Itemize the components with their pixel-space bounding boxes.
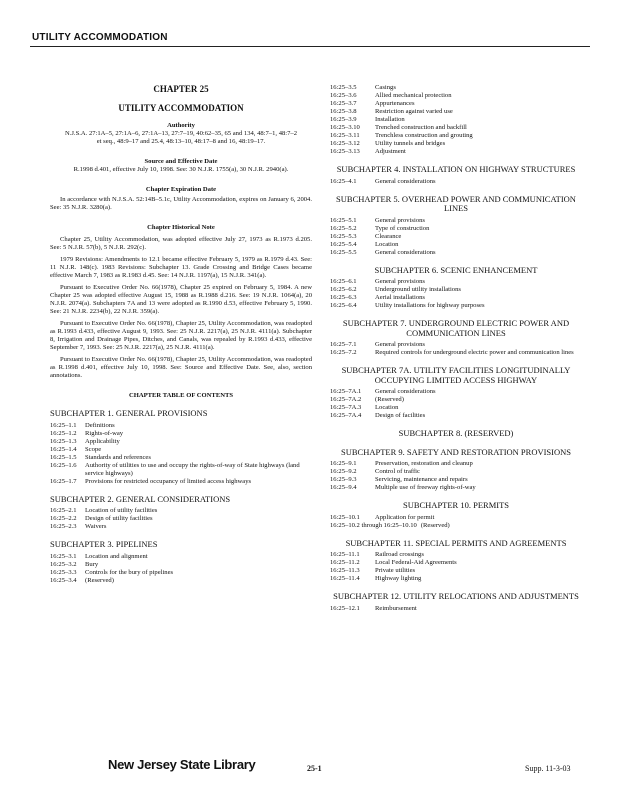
section-title: Location xyxy=(375,404,399,411)
toc-entry xyxy=(50,438,312,446)
section-number: 16:25–10.1 xyxy=(330,513,360,521)
subchapter-heading: SUBCHAPTER 1. GENERAL PROVISIONS xyxy=(50,408,208,418)
section-title: (Reserved) xyxy=(375,396,404,403)
toc-entry xyxy=(50,553,312,561)
toc-entry xyxy=(330,241,582,249)
section-number: 16:25–12.1 xyxy=(330,604,360,612)
section-number: 16:25–9.2 xyxy=(330,468,357,475)
section-number: 16:25–4.1 xyxy=(330,177,357,185)
section-title: Appurtenances xyxy=(375,100,415,107)
history-paragraph: Chapter 25, Utility Accommodation, was adopted effective July 27, 1973 as R.1973 d.205. See: 5 N.J.R. 57(b), 5 N.J.R. 292(c). xyxy=(50,236,312,251)
subchapter-heading: SUBCHAPTER 6. SCENIC ENHANCEMENT xyxy=(374,264,538,275)
section-title: Allied mechanical protection xyxy=(375,92,452,99)
toc-entry xyxy=(330,388,582,396)
authority-heading: Authority xyxy=(167,122,195,129)
subchapter-heading: SUBCHAPTER 3. PIPELINES xyxy=(50,539,158,549)
section-number: 16:25–1.5 xyxy=(50,453,77,461)
section-title: (Reserved) xyxy=(420,521,450,529)
section-title: Trenched construction and backfill xyxy=(375,124,467,131)
left-column xyxy=(50,84,312,585)
section-number: 16:25–5.2 xyxy=(330,224,357,232)
section-title: Location of utility facilities xyxy=(85,507,158,514)
section-number: 16:25–3.3 xyxy=(50,568,77,576)
section-title: Applicability xyxy=(85,437,120,445)
section-title: Definitions xyxy=(85,421,115,429)
section-title: Reimbursement xyxy=(375,604,417,612)
subchapter-heading: SUBCHAPTER 7. UNDERGROUND ELECTRIC POWER AND COMMUNICATION LINES xyxy=(342,318,570,338)
subchapter-heading: SUBCHAPTER 8. (RESERVED) xyxy=(398,428,514,438)
section-number: 16:25–1.6 xyxy=(50,461,77,469)
toc-entry xyxy=(330,249,582,257)
section-title: Servicing, maintenance and repairs xyxy=(375,476,468,483)
section-number: 16:25–5.5 xyxy=(330,248,357,256)
section-title: Bury xyxy=(85,560,99,568)
toc-entry xyxy=(330,412,582,420)
section-number: 16:25–3.7 xyxy=(330,100,357,107)
section-title: Design of facilities xyxy=(375,412,426,419)
subchapter-heading: SUBCHAPTER 7A. UTILITY FACILITIES LONGITUDINALLY OCCUPYING LIMITED ACCESS HIGHWAY xyxy=(341,365,571,385)
toc-entry xyxy=(50,561,312,569)
toc-entry xyxy=(330,460,582,468)
section-title: Multiple use of freeway rights-of-way xyxy=(375,484,476,491)
toc-entry xyxy=(330,559,582,567)
section-title: Installation xyxy=(375,116,405,123)
section-title: Aerial installations xyxy=(375,294,425,301)
toc-entry xyxy=(330,551,582,559)
toc-entry xyxy=(330,514,582,522)
section-number: 16:25–3.1 xyxy=(50,552,77,560)
section-number: 16:25–1.4 xyxy=(50,445,77,453)
toc-heading: CHAPTER TABLE OF CONTENTS xyxy=(128,392,234,399)
section-number: 16:25–9.4 xyxy=(330,484,357,491)
section-number: 16:25–7A.1 xyxy=(330,388,362,395)
section-number: 16:25–9.3 xyxy=(330,476,357,483)
section-number: 16:25–3.11 xyxy=(330,132,360,139)
section-number: 16:25–1.7 xyxy=(50,477,77,485)
section-title: Underground utility installations xyxy=(375,286,461,293)
section-number: 16:25–1.3 xyxy=(50,437,77,445)
section-title: Railroad crossings xyxy=(375,551,424,558)
toc-entry xyxy=(330,575,582,583)
toc-entry xyxy=(330,84,582,92)
section-title: Location xyxy=(375,240,399,248)
section-title: Required controls for underground electric power and communication lines xyxy=(375,349,574,356)
section-title: Authority of utilities to use and occupy the rights-of-way of State highways (land service highways) xyxy=(85,461,300,477)
toc-entry xyxy=(330,92,582,100)
toc-entry xyxy=(330,108,582,116)
toc-entry xyxy=(330,605,582,613)
toc-entry xyxy=(330,396,582,404)
section-title: Design of utility facilities xyxy=(85,515,153,522)
supplement-date: Supp. 11-3-03 xyxy=(525,764,571,773)
subchapter-heading: SUBCHAPTER 4. INSTALLATION ON HIGHWAY STRUCTURES xyxy=(336,164,576,174)
history-paragraph: 1979 Revisions: Amendments to 12.1 became effective February 5, 1979 as R.1979 d.43. See: 11 N.J.R. 148(c). 1983 Revisions: Subchapter 13. Grade Crossing and Bridge Cases became effective March 7, 1983 as R.1983 d.45. See: 14 N.J.R. 1197(a), 15 N.J.R. 341(a). xyxy=(50,256,312,279)
section-title: Standards and references xyxy=(85,453,151,461)
toc-entry xyxy=(50,446,312,454)
section-number: 16:25–7.1 xyxy=(330,341,357,348)
section-title: Type of construction xyxy=(375,224,430,232)
section-number: 16:25–11.2 xyxy=(330,559,360,566)
section-title: General provisions xyxy=(375,341,425,348)
section-title: Controls for the bury of pipelines xyxy=(85,568,174,576)
toc-entry xyxy=(330,178,582,186)
toc-entry xyxy=(330,278,582,286)
toc-entry xyxy=(50,515,312,523)
section-title: Preservation, restoration and cleanup xyxy=(375,460,473,467)
section-number: 16:25–11.3 xyxy=(330,567,360,574)
section-number: 16:25–11.4 xyxy=(330,575,360,582)
section-number: 16:25–7.2 xyxy=(330,349,357,356)
section-number: 16:25–3.5 xyxy=(330,84,357,91)
toc-entry xyxy=(330,286,582,294)
section-title: Highway lighting xyxy=(375,575,422,582)
section-number: 16:25–1.1 xyxy=(50,421,77,429)
subchapter-heading: SUBCHAPTER 11. SPECIAL PERMITS AND AGREEMENTS xyxy=(345,537,567,548)
section-title: Private utilities xyxy=(375,567,416,574)
section-number: 16:25–9.1 xyxy=(330,460,357,467)
section-number: 16:25–6.1 xyxy=(330,278,357,285)
section-title: General considerations xyxy=(375,177,436,185)
toc-entry xyxy=(330,476,582,484)
toc-entry xyxy=(330,217,582,225)
section-title: Application for permit xyxy=(375,513,435,521)
toc-entry xyxy=(50,422,312,430)
section-title: Utility installations for highway purposes xyxy=(375,302,485,309)
section-number: 16:25–2.1 xyxy=(50,507,77,514)
section-number: 16:25–3.4 xyxy=(50,576,77,584)
library-stamp: New Jersey State Library xyxy=(108,757,256,772)
source-heading: Source and Effective Date xyxy=(144,158,218,165)
toc-entry xyxy=(50,478,312,486)
toc-entry xyxy=(330,341,582,349)
section-title: Utility tunnels and bridges xyxy=(375,140,446,147)
toc-entry xyxy=(330,349,582,357)
header-rule xyxy=(30,46,590,47)
section-number: 16:25–3.2 xyxy=(50,560,77,568)
section-title: General considerations xyxy=(375,388,436,395)
section-number: 16:25–6.4 xyxy=(330,302,357,309)
section-number: 16:25–5.3 xyxy=(330,232,357,240)
toc-entry xyxy=(330,148,582,156)
section-number: 16:25–3.12 xyxy=(330,140,360,147)
history-notes xyxy=(50,236,312,380)
toc-entry xyxy=(330,100,582,108)
toc-entry xyxy=(330,522,582,530)
section-title: Adjustment xyxy=(375,148,406,155)
chapter-number: CHAPTER 25 xyxy=(153,84,209,94)
section-number: 16:25–7A.3 xyxy=(330,404,362,411)
toc-entry xyxy=(50,507,312,515)
section-number: 16:25–2.3 xyxy=(50,523,77,530)
toc-entry xyxy=(50,430,312,438)
running-header: UTILITY ACCOMMODATION xyxy=(32,32,168,43)
right-toc xyxy=(330,165,582,613)
authority-text: N.J.S.A. 27:1A–5, 27:1A–6, 27:1A–13, 27:7–19, 40:62–35, 65 and 134, 48:7–1, 48:7–2 et seq., 48:9–17 and 25.4, 48:13–10, 48:17–8 and 16, 48:19–17. xyxy=(64,130,298,145)
history-paragraph: Pursuant to Executive Order No. 66(1978), Chapter 25, Utility Accommodation, was readopted as R.1993 d.433, effective August 9, 1993. See: 25 N.J.R. 2217(a), 25 N.J.R. 4111(a). Subchapter 8, Irrigation and Drainage Pipes, Ditches, and Canals, was repealed by R.1993 d.433, effective September 7, 1993. See: 25 N.J.R. 2217(a), 25 N.J.R. 4111(a). xyxy=(50,320,312,351)
expiration-text: In accordance with N.J.S.A. 52:14B–5.1c, Utility Accommodation, expires on January 6, 2004. See: 35 N.J.R. 3280(a). xyxy=(50,196,312,211)
toc-entry xyxy=(50,523,312,531)
section-title: Provisions for restricted occupancy of limited access highways xyxy=(85,477,252,485)
toc-entry xyxy=(330,302,582,310)
toc-entry xyxy=(330,468,582,476)
section-number: 16:25–1.2 xyxy=(50,429,77,437)
toc-entry xyxy=(330,132,582,140)
expiration-heading: Chapter Expiration Date xyxy=(145,186,217,193)
toc-entry xyxy=(330,484,582,492)
page-number: 25-1 xyxy=(307,764,322,773)
subchapter-heading: SUBCHAPTER 12. UTILITY RELOCATIONS AND ADJUSTMENTS xyxy=(333,591,579,601)
toc-entry xyxy=(330,567,582,575)
toc-entry xyxy=(330,294,582,302)
section-number: 16:25–6.3 xyxy=(330,294,357,301)
right-toc-continued xyxy=(330,84,582,156)
subchapter-heading: SUBCHAPTER 9. SAFETY AND RESTORATION PROVISIONS xyxy=(340,446,571,457)
section-title: Casings xyxy=(375,84,396,91)
toc-entry xyxy=(330,233,582,241)
subchapter-heading: SUBCHAPTER 5. OVERHEAD POWER AND COMMUNICATION LINES xyxy=(336,193,576,213)
section-number: 16:25–5.4 xyxy=(330,240,357,248)
section-number: 16:25–10.2 through 16:25–10.10 xyxy=(330,521,417,529)
section-number: 16:25–3.9 xyxy=(330,116,357,123)
toc-entry xyxy=(330,140,582,148)
section-title: Rights-of-way xyxy=(85,429,124,437)
history-paragraph: Pursuant to Executive Order No. 66(1978), Chapter 25, Utility Accommodation, was readopted as R.1998 d.401, effective July 10, 1998. See: Source and Effective Date. See, also, section annotations. xyxy=(50,356,312,379)
toc-entry xyxy=(50,462,312,478)
toc-entry xyxy=(330,404,582,412)
toc-entry xyxy=(50,577,312,585)
subchapter-heading: SUBCHAPTER 10. PERMITS xyxy=(402,500,510,510)
history-heading: Chapter Historical Note xyxy=(147,224,215,231)
toc-entry xyxy=(330,124,582,132)
left-toc xyxy=(50,409,312,585)
subchapter-heading: SUBCHAPTER 2. GENERAL CONSIDERATIONS xyxy=(50,493,231,504)
toc-entry xyxy=(330,225,582,233)
section-title: Trenchless construction and grouting xyxy=(375,132,473,139)
section-number: 16:25–11.1 xyxy=(330,551,360,558)
section-title: Local Federal-Aid Agreements xyxy=(375,559,457,566)
section-title: General provisions xyxy=(375,278,425,285)
right-column xyxy=(330,84,582,613)
section-title: Waivers xyxy=(85,523,107,530)
section-title: (Reserved) xyxy=(85,576,114,584)
section-title: Location and alignment xyxy=(85,552,148,560)
chapter-name: UTILITY ACCOMMODATION xyxy=(118,103,244,113)
section-title: Restriction against varied use xyxy=(375,108,453,115)
section-number: 16:25–3.8 xyxy=(330,108,357,115)
source-text: R.1998 d.401, effective July 10, 1998. See: 30 N.J.R. 1755(a), 30 N.J.R. 2940(a). xyxy=(73,166,289,173)
section-title: General considerations xyxy=(375,248,436,256)
toc-entry xyxy=(330,116,582,124)
section-number: 16:25–3.6 xyxy=(330,92,357,99)
section-number: 16:25–5.1 xyxy=(330,216,357,224)
section-number: 16:25–3.13 xyxy=(330,148,360,155)
section-number: 16:25–2.2 xyxy=(50,515,77,522)
section-number: 16:25–3.10 xyxy=(330,124,360,131)
section-number: 16:25–6.2 xyxy=(330,286,357,293)
history-paragraph: Pursuant to Executive Order No. 66(1978), Chapter 25 expired on February 5, 1984. A new Chapter 25 was adopted effective August 15, 1988 as R.1988 d.216. See: 19 N.J.R. 1064(a), 20 N.J.R. 2074(a). Subchapters 7A and 13 were adopted as R.1990 d.53, effective February 5, 1990. See: 21 N.J.R. 2234(b), 22 N.J.R. 359(a). xyxy=(50,284,312,315)
section-number: 16:25–7A.2 xyxy=(330,396,362,403)
section-title: General provisions xyxy=(375,216,425,224)
section-title: Scope xyxy=(85,445,102,453)
toc-entry xyxy=(50,454,312,462)
section-title: Control of traffic xyxy=(375,468,420,475)
toc-entry xyxy=(50,569,312,577)
section-number: 16:25–7A.4 xyxy=(330,412,362,419)
section-title: Clearance xyxy=(375,232,402,240)
